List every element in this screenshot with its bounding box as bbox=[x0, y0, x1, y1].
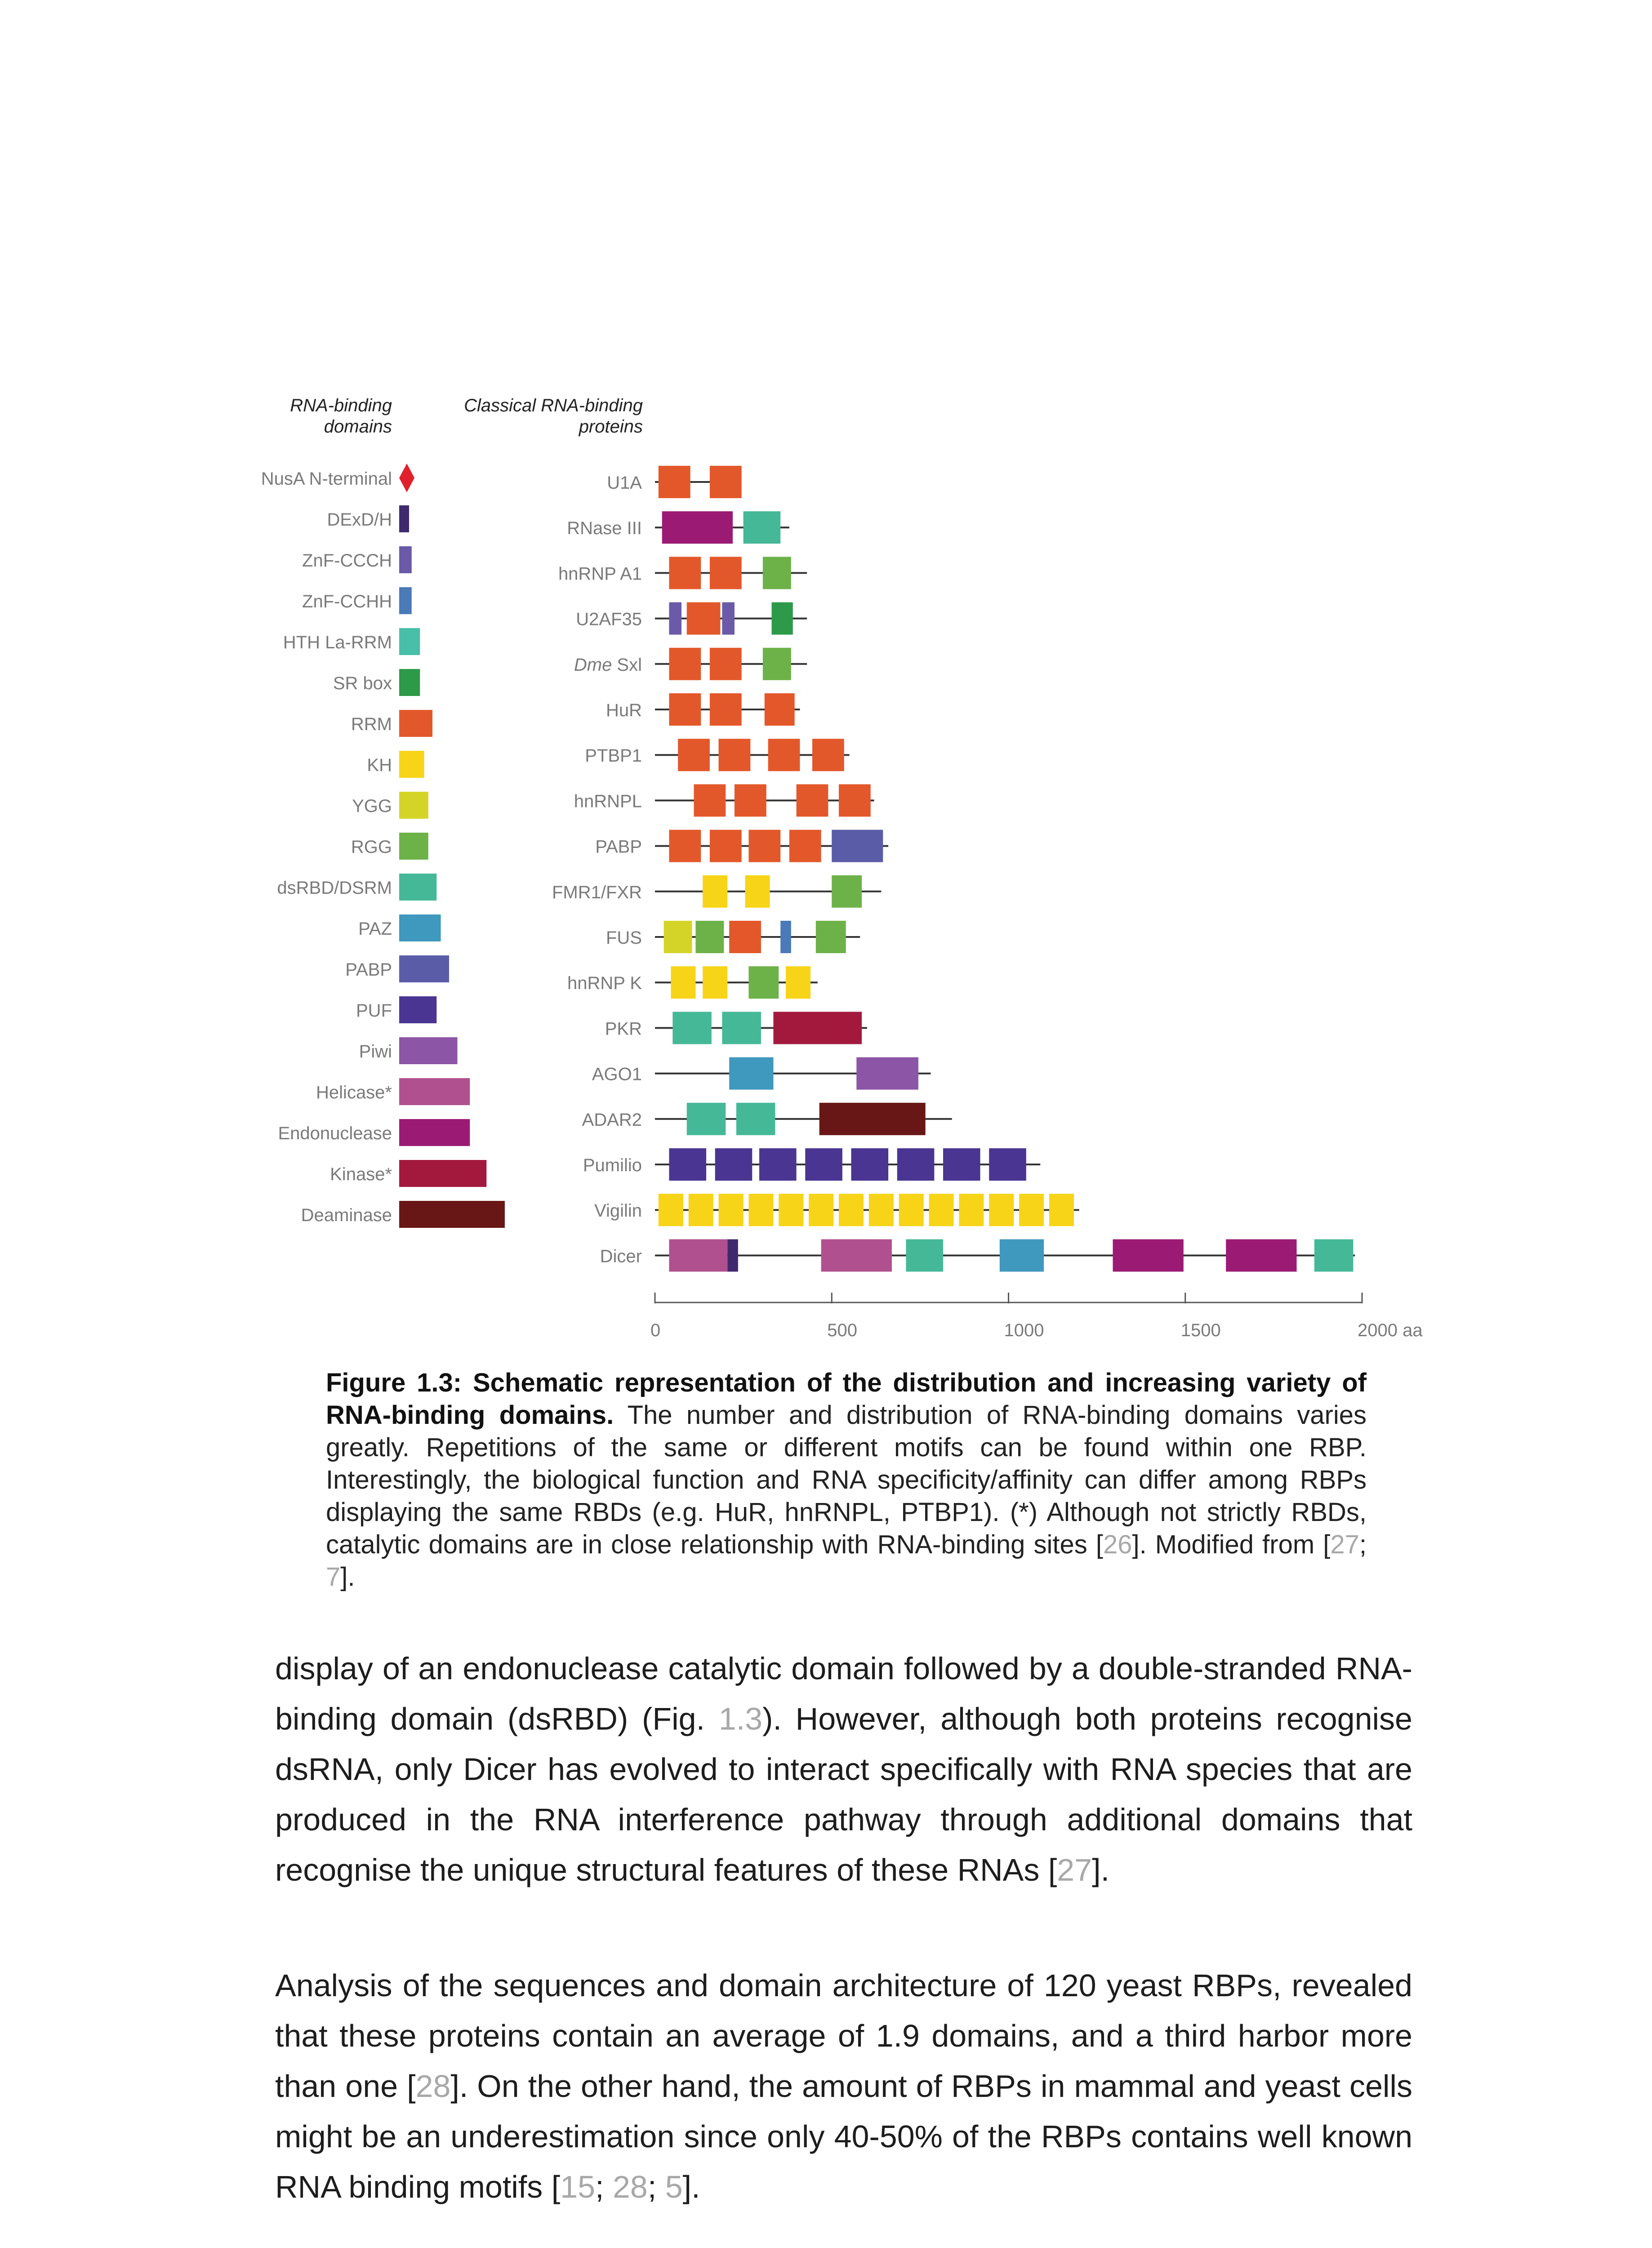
protein-label: PABP bbox=[595, 837, 642, 857]
protein-domain bbox=[869, 1194, 894, 1226]
protein-label: FMR1/FXR bbox=[552, 882, 642, 902]
legend-label: ZnF-CCHH bbox=[302, 592, 392, 611]
legend-label: PABP bbox=[345, 960, 392, 980]
protein-domain bbox=[1314, 1239, 1354, 1271]
protein-domain bbox=[906, 1239, 943, 1271]
column-header: proteins bbox=[579, 417, 643, 437]
protein-domain bbox=[729, 921, 761, 953]
protein-domain bbox=[856, 1057, 918, 1090]
protein-label: hnRNPL bbox=[574, 791, 642, 812]
paragraph-text: ]. bbox=[682, 2169, 700, 2204]
legend-label: NusA N-terminal bbox=[261, 469, 392, 489]
legend-label: Endonuclease bbox=[278, 1124, 392, 1143]
legend-swatch bbox=[399, 1078, 470, 1105]
paragraph-text: ; bbox=[647, 2169, 665, 2204]
protein-domain bbox=[719, 739, 751, 771]
paragraph-text: Analysis of the sequences and domain architecture of 120 yeast RBPs, revealed that these proteins contain an average of 1.9 domains, and a third harbor more than one [ bbox=[275, 1968, 1412, 2104]
body-paragraph-1 bbox=[275, 1643, 1412, 1895]
protein-domain bbox=[772, 602, 793, 635]
caption-text: ]. bbox=[340, 1562, 355, 1592]
protein-domain bbox=[703, 875, 727, 908]
legend-swatch bbox=[399, 1201, 505, 1228]
legend-swatch bbox=[399, 996, 436, 1023]
protein-domain bbox=[669, 693, 701, 726]
protein-domain bbox=[989, 1194, 1014, 1226]
protein-domain bbox=[1000, 1239, 1044, 1271]
protein-label: FUS bbox=[606, 928, 642, 948]
protein-domain bbox=[832, 875, 862, 908]
body-paragraph-2 bbox=[275, 1960, 1412, 2212]
domain-legend bbox=[261, 464, 505, 1228]
protein-domain bbox=[819, 1103, 926, 1135]
legend-swatch bbox=[399, 914, 441, 941]
protein-domain bbox=[763, 557, 791, 589]
protein-domain bbox=[703, 966, 727, 999]
protein-label: hnRNP A1 bbox=[558, 564, 642, 584]
legend-label: RRM bbox=[351, 714, 392, 734]
citation-link[interactable]: 5 bbox=[665, 2169, 683, 2204]
protein-label: ADAR2 bbox=[582, 1110, 642, 1130]
column-header: Classical RNA-binding bbox=[464, 396, 643, 415]
x-tick-label: 2000 aa bbox=[1358, 1320, 1423, 1340]
citation-link[interactable]: 26 bbox=[1103, 1530, 1132, 1559]
protein-domain bbox=[763, 648, 791, 680]
protein-domain bbox=[710, 830, 742, 862]
protein-domain bbox=[745, 875, 770, 908]
citation-link[interactable]: 15 bbox=[560, 2169, 596, 2204]
protein-domain bbox=[1226, 1239, 1296, 1271]
protein-domain bbox=[839, 1194, 864, 1226]
protein-domain bbox=[710, 693, 742, 726]
protein-domain bbox=[669, 830, 701, 862]
protein-domain bbox=[659, 1194, 683, 1226]
protein-domain bbox=[805, 1148, 842, 1181]
legend-label: DExD/H bbox=[327, 510, 392, 530]
protein-domain bbox=[669, 602, 681, 635]
legend-label: ZnF-CCCH bbox=[302, 551, 392, 571]
protein-domain bbox=[662, 511, 733, 544]
protein-domain bbox=[899, 1194, 924, 1226]
x-tick-label: 0 bbox=[650, 1320, 661, 1340]
protein-domain bbox=[669, 1148, 706, 1181]
protein-label: hnRNP K bbox=[567, 973, 642, 994]
protein-domain bbox=[669, 648, 701, 680]
legend-swatch bbox=[399, 546, 412, 573]
protein-domain bbox=[821, 1239, 892, 1271]
protein-domain bbox=[669, 557, 701, 589]
protein-domain bbox=[789, 830, 821, 862]
protein-domain bbox=[669, 1239, 727, 1271]
protein-domain bbox=[689, 1194, 713, 1226]
x-axis bbox=[650, 1293, 1423, 1340]
protein-domain bbox=[722, 602, 735, 635]
protein-label: U2AF35 bbox=[576, 609, 642, 629]
protein-label: U1A bbox=[607, 473, 642, 493]
paragraph-text: ]. On the other hand, the amount of RBPs in mammal and yeast cells might be an underestimation since only 40-50% of the RBPs contains well known RNA binding motifs [ bbox=[275, 2069, 1412, 2204]
protein-domain bbox=[779, 1194, 803, 1226]
protein-domain bbox=[671, 966, 695, 999]
legend-label: Piwi bbox=[359, 1042, 392, 1062]
protein-domain bbox=[736, 1103, 775, 1135]
legend-label: KH bbox=[367, 755, 392, 775]
protein-label: PTBP1 bbox=[585, 746, 642, 766]
protein-domain bbox=[797, 784, 828, 816]
protein-label: HuR bbox=[606, 700, 642, 720]
legend-swatch bbox=[399, 628, 420, 655]
protein-domain bbox=[765, 693, 795, 726]
legend-swatch bbox=[399, 505, 409, 532]
legend-label: HTH La-RRM bbox=[283, 633, 392, 652]
legend-label: Kinase* bbox=[330, 1164, 392, 1184]
legend-label: PUF bbox=[356, 1001, 392, 1021]
protein-domain bbox=[943, 1148, 980, 1181]
protein-domain bbox=[1049, 1194, 1074, 1226]
caption-text: The number and distribution of RNA-binding domains varies greatly. Repetitions of the same or different motifs can be found within one RBP. Interestingly, the biological function and RNA specificity/affinity can differ among RBPs displaying the same RBDs (e.g. HuR, hnRNPL, PTBP1). (*) Although not strictly RBDs, catalytic domains are in close relationship with RNA-binding sites [ bbox=[326, 1401, 1367, 1559]
protein-domain bbox=[816, 921, 846, 953]
protein-domain bbox=[851, 1148, 889, 1181]
protein-label: Dicer bbox=[600, 1246, 642, 1267]
protein-domain bbox=[759, 1148, 797, 1181]
column-header: RNA-binding bbox=[290, 396, 392, 415]
protein-label: Vigilin bbox=[594, 1201, 642, 1221]
paragraph-text: ). However, although both proteins recognise dsRNA, only Dicer has evolved to interact specifically with RNA species that are produced in the RNA interference pathway through additional domains that recognise the unique structural features of these RNAs [ bbox=[275, 1701, 1412, 1887]
x-tick-label: 500 bbox=[827, 1320, 857, 1340]
citation-link[interactable]: 27 bbox=[1330, 1530, 1359, 1559]
caption-text: ]. Modified from [ bbox=[1132, 1530, 1331, 1559]
citation-link[interactable]: 28 bbox=[612, 2169, 648, 2204]
protein-domain bbox=[812, 739, 844, 771]
protein-label: PKR bbox=[605, 1019, 642, 1039]
protein-domain bbox=[710, 648, 742, 680]
caption-text: ; bbox=[1359, 1530, 1367, 1559]
protein-domain bbox=[832, 830, 883, 862]
protein-domain bbox=[672, 1012, 712, 1044]
legend-swatch bbox=[399, 587, 412, 614]
legend-swatch bbox=[399, 833, 428, 860]
protein-domain bbox=[664, 921, 692, 953]
protein-domain bbox=[959, 1194, 984, 1226]
protein-domain bbox=[989, 1148, 1026, 1181]
legend-swatch bbox=[399, 792, 428, 819]
citation-link[interactable]: 27 bbox=[1057, 1852, 1092, 1887]
legend-swatch bbox=[399, 1119, 470, 1146]
protein-domain bbox=[729, 1057, 773, 1090]
protein-domain bbox=[768, 739, 800, 771]
legend-label: RGG bbox=[351, 837, 392, 857]
legend-swatch bbox=[399, 1037, 458, 1064]
protein-domain bbox=[773, 1012, 862, 1044]
protein-domain bbox=[695, 921, 724, 953]
legend-label: dsRBD/DSRM bbox=[277, 878, 392, 898]
legend-label: PAZ bbox=[358, 919, 392, 939]
protein-domain bbox=[1019, 1194, 1044, 1226]
protein-domain bbox=[694, 784, 726, 816]
legend-label: Deaminase bbox=[301, 1205, 392, 1225]
legend-swatch bbox=[399, 955, 449, 982]
protein-domain bbox=[780, 921, 791, 953]
legend-label: SR box bbox=[333, 674, 392, 693]
column-header: domains bbox=[324, 417, 392, 437]
figure-caption bbox=[326, 1367, 1367, 1593]
protein-domain bbox=[929, 1194, 954, 1226]
protein-domain bbox=[748, 830, 780, 862]
protein-domain bbox=[727, 1239, 738, 1271]
protein-domain bbox=[678, 739, 710, 771]
protein-domain bbox=[715, 1148, 753, 1181]
paragraph-text: ]. bbox=[1092, 1852, 1110, 1887]
legend-swatch bbox=[399, 874, 436, 901]
protein-label: Pumilio bbox=[583, 1155, 642, 1175]
protein-domain bbox=[1113, 1239, 1184, 1271]
caption-label: Figure 1.3: Schematic representation of the distribution and increasing variety of RNA-binding domains. bbox=[326, 1368, 1367, 1430]
protein-domain bbox=[710, 466, 742, 498]
paragraph-text: ; bbox=[595, 2169, 613, 2204]
legend-swatch bbox=[399, 710, 432, 737]
protein-domain bbox=[710, 557, 742, 589]
figure-reference-link[interactable]: 1.3 bbox=[718, 1701, 763, 1736]
protein-domain bbox=[786, 966, 810, 999]
protein-domain bbox=[809, 1194, 833, 1226]
legend-swatch bbox=[399, 1160, 486, 1187]
legend-label: YGG bbox=[352, 796, 392, 816]
legend-swatch bbox=[399, 464, 414, 492]
protein-domain bbox=[744, 511, 781, 544]
protein-label: RNase III bbox=[567, 518, 642, 539]
protein-domain bbox=[748, 1194, 773, 1226]
protein-architectures bbox=[552, 466, 1355, 1271]
protein-domain bbox=[897, 1148, 935, 1181]
protein-domain bbox=[659, 466, 690, 498]
figure-headers bbox=[290, 396, 643, 437]
protein-domain bbox=[839, 784, 871, 816]
paragraph-text: display of an endonuclease catalytic domain followed by a double-stranded RNA-binding domain (dsRBD) (Fig. bbox=[275, 1651, 1412, 1736]
legend-swatch bbox=[399, 751, 424, 778]
protein-domain bbox=[687, 602, 721, 635]
citation-link[interactable]: 7 bbox=[326, 1562, 341, 1592]
x-tick-label: 1500 bbox=[1180, 1320, 1221, 1340]
citation-link[interactable]: 28 bbox=[415, 2069, 451, 2104]
protein-domain bbox=[687, 1103, 726, 1135]
legend-label: Helicase* bbox=[316, 1083, 392, 1102]
protein-domain bbox=[719, 1194, 744, 1226]
legend-swatch bbox=[399, 669, 420, 696]
x-tick-label: 1000 bbox=[1004, 1320, 1044, 1340]
protein-domain bbox=[735, 784, 766, 816]
protein-domain bbox=[722, 1012, 761, 1044]
protein-domain bbox=[748, 966, 779, 999]
protein-label: Dme Sxl bbox=[574, 655, 642, 675]
protein-label: AGO1 bbox=[592, 1064, 642, 1084]
